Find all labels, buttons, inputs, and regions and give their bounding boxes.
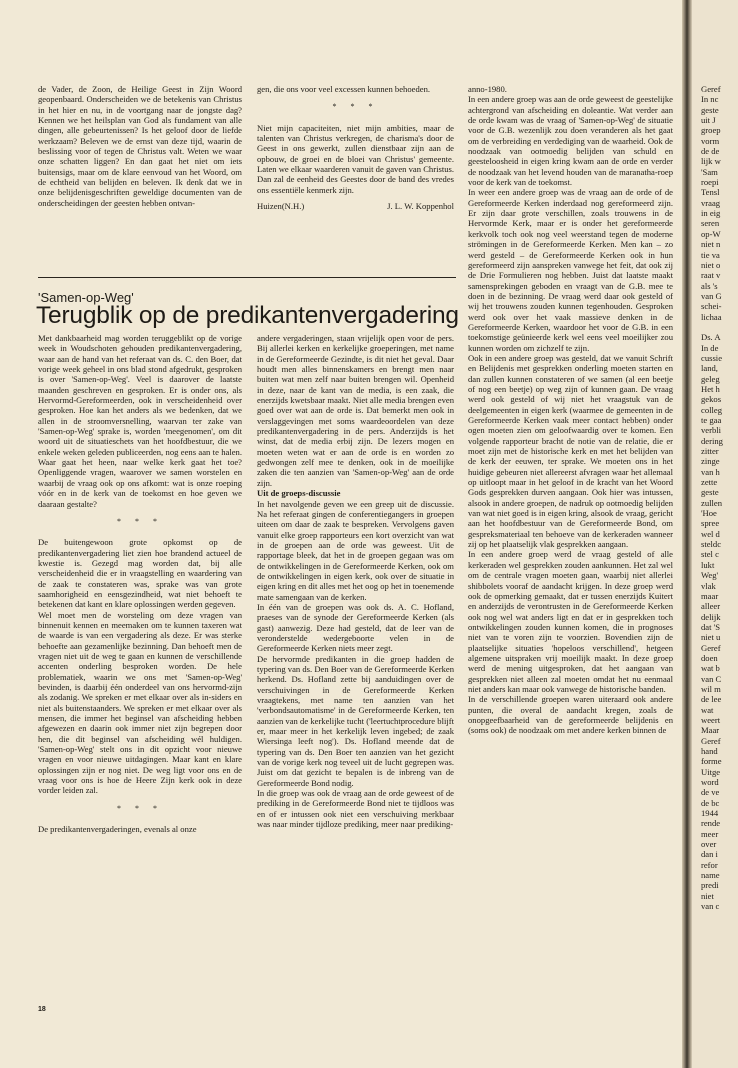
facing-page-line: steldc bbox=[701, 539, 722, 550]
facing-page-line: Maar bbox=[701, 725, 720, 736]
facing-page-line: de bc bbox=[701, 797, 720, 808]
facing-page-line: maar bbox=[701, 590, 719, 601]
facing-page-line: 'Hoe bbox=[701, 508, 717, 519]
paragraph: In een andere groep werd de vraag gesteld of alle kerkeraden wel gesprekken zouden aankunnen. Het zal wel om de centrale vragen moeten gaan, waarbij niet allerlei shibbolets vooraf de aandacht krijgen. In deze groep werd ook de opmerking gemaakt, dat er tussen enerzijds Kuitert en anderzijds de verontrusten in de Gereformeerde Kerken ook nog wel wat anders ligt en dat er in gesprekken toch ontwikkelingen zouden kunnen komen, die in prognoses niet van te voren zijn te voorzien. Bovendien zijn de plaatselijke situaties 'hopeloos verschillend', hetgeen algemene uitspraken vrij moeilijk maakt. In deze groep werd de mening uitgesproken, dat het aangaan van gesprekken niet alleen zal moeten omdat het nu eenmaal niet anders kan maar ook vanwege de historische banden. bbox=[468, 549, 673, 694]
facing-page-line: In nc bbox=[701, 94, 719, 105]
facing-page-line: delijk bbox=[701, 611, 721, 622]
facing-page-line: 1944 bbox=[701, 808, 719, 819]
facing-page-line: vlak bbox=[701, 580, 716, 591]
facing-page-line: zitter bbox=[701, 446, 719, 457]
paragraph: In het navolgende geven we een greep uit de discussie. Na het referaat gingen de conferentiegangers in groepen uiteen om daar de zaak te bespreken. Vervolgens gaven vanuit elke groep rapporteurs een kort overzicht van wat in de groepen aan de orde was geweest. Uit de rapportage bleek, dat het in de groepen gegaan was om de ontwikkelingen in de Gereformeerde Kerken, ook om de ontwikkelingen in eigen kerk, ook over de situatie in eigen kring en dit alles met het oog op het in toenemende mate samengaan van de kerken. bbox=[257, 498, 454, 602]
facing-page-line: op-W bbox=[701, 228, 721, 239]
facing-page-line: hand bbox=[701, 746, 718, 756]
facing-page-line: cussie bbox=[701, 352, 723, 363]
facing-page-line: tie va bbox=[701, 249, 720, 260]
paragraph: anno-1980. bbox=[468, 84, 507, 94]
facing-page-line: seren bbox=[701, 218, 720, 229]
facing-page-line bbox=[701, 322, 723, 332]
facing-page-line: forme bbox=[701, 756, 722, 767]
facing-page-line: dering bbox=[701, 435, 723, 446]
section-rule bbox=[38, 277, 456, 278]
column-1-top bbox=[38, 84, 242, 208]
facing-page-text bbox=[701, 84, 723, 912]
facing-page-edge bbox=[692, 0, 738, 1068]
facing-page-line: gekos bbox=[701, 394, 722, 405]
section-divider: * * * bbox=[117, 803, 163, 813]
paragraph: Ook in een andere groep was gesteld, dat we vanuit Schrift en Belijdenis met gesprekken onderling moeten starten en dan zullen kunnen constateren of we samen (al een beetje of nog een beetje) op weg zijn of kunnen gaan. De vraag werd ook gesteld of wij niet het vraagstuk van de deelgemeenten in eigen kerk (waarmee de gemeenten in de Gereformeerde Kerken vaak meer contact hebben) onder ogen moeten zien om geloofwaardig over te komen. Een volgende rapporteur bracht de notie van de relatie, die er moet zijn met de historische kerk en met het belijden van de kerk der eeuwen, ter sprake. We moeten ons in het huidige gebeuren niet allereerst afvragen waar het allemaal op uitloopt maar in het geloof in de kracht van het Woord Gods gesprekken durven aangaan. Ook hier was intussen, alsook in andere groepen, de nadruk op ootmoedig belijden van wat niet goed is in eigen kring, alsook de vraag, gericht aan het hoofdbestuur van de Gereformeerde Bond, om gespreksmateriaal ten behoeve van de kerkeraden wanneer zij op het plaatselijk vlak gesprekken aangaan. bbox=[468, 352, 673, 550]
subheading: Uit de groeps-discussie bbox=[257, 488, 341, 499]
facing-page-line: van G bbox=[701, 290, 722, 301]
paragraph: Wel moet men de worsteling om deze vragen van binnenuit kennen en meemaken om te kunnen taxeren wat de waarde is van een vergadering als deze. Er was sterke behoefte aan gezamenlijke bezinning. Dan behoeft men de vragen niet uit de weg te gaan en kunnen de verschillende accenten onderling besproken worden. De hele problematiek, waarin we ons met 'Samen-op-Weg' bevinden, is daarbij één onderdeel van ons hervormd-zijn als zodanig. We spreken er met elkaar over als in-siders en niet als buitenstaanders. We spreken er met elkaar over als mensen, die immer het beginsel van afscheiding hebben afgewezen en daarin ook immer niet zijn begrepen door hen, die dit beginsel van afscheiding wél huldigen. 'Samen-op-Weg' stelt ons in dit opzicht voor nieuwe vragen en voor nieuwe uitdagingen. Maar kant en klare oplossingen zijn er nog niet. De weg ligt voor ons en de vraag voor ons is hoe de Heere Zijn kerk ook in deze vorder leiden zal. bbox=[38, 609, 242, 796]
facing-page-line: groep bbox=[701, 125, 721, 136]
facing-page-line: raat v bbox=[701, 270, 721, 281]
facing-page-line: te gaa bbox=[701, 415, 722, 425]
facing-page-line: meer bbox=[701, 828, 719, 839]
paragraph: De predikantenvergaderingen, evenals al onze bbox=[38, 824, 197, 835]
facing-page-line: verbli bbox=[701, 425, 722, 436]
facing-page-line: name bbox=[701, 870, 720, 881]
facing-page-line: alleer bbox=[701, 601, 721, 612]
section-divider: * * * bbox=[332, 102, 379, 112]
facing-page-line: Geref bbox=[701, 642, 721, 653]
book-gutter bbox=[682, 0, 692, 1068]
facing-page-line: spree bbox=[701, 518, 720, 529]
facing-page-line: predi bbox=[701, 880, 719, 891]
facing-page-line: dat 'S bbox=[701, 621, 720, 632]
facing-page-line: in eig bbox=[701, 208, 721, 219]
facing-page-line: wil m bbox=[701, 683, 721, 694]
facing-page-line: lukt bbox=[701, 559, 715, 570]
facing-page-line: wel d bbox=[701, 528, 720, 539]
article-kicker: 'Samen-op-Weg' bbox=[38, 290, 134, 305]
facing-page-line: niet u bbox=[701, 632, 721, 643]
facing-page-line: vorm bbox=[701, 135, 720, 146]
paragraph: de Vader, de Zoon, de Heilige Geest in Zijn Woord geopenbaard. Onderscheiden we de betekenis van Christus in het hier en nu, in de voortgang naar de jongste dag? Kennen we het heilsplan van God als fundament van alle dingen, alle gebeurtenissen? Is het geloof door de liefde werkzaam? Beleven we de ernst van deze tijd, waarin de beslissing voor of tegen de Christus valt. Weten we waar onze schatten liggen? En dan gaat het niet om iets buitensigs, maar om de klare eenvoud van het Woord, om de echtheid van belijden en beleven. Ik denk dat we in onze belijdenisgeschriften geweldige documenten van de onderscheidingen der geesten hebben ontvan- bbox=[38, 84, 242, 208]
facing-page-line: In de bbox=[701, 342, 719, 353]
signature-place: Huizen(N.H.) bbox=[257, 201, 305, 212]
paragraph: In één van de groepen was ook ds. A. C. Hofland, praeses van de synode der Gereformeerde Kerken (als gast) aanwezig. Deze had gesteld, dat de leer van de veronderstelde wedergeboorte velen in de Gereformeerde Kerken niets meer zegt. bbox=[257, 601, 454, 654]
column-3 bbox=[468, 84, 673, 736]
paragraph: De buitengewoon grote opkomst op de predikantenvergadering liet zien hoe brandend actueel de kwestie is. Gezegd mag worden dat, bij alle verscheidenheid die er in vraagstelling en waardering van de zaak te constateren was, sprake was van grote saamhorigheid en eensgezindheid, wat niet behoeft te betekenen dat kant en klare oplossingen werden gegeven. bbox=[38, 537, 242, 610]
facing-page-line: wat bbox=[701, 704, 714, 715]
paragraph: andere vergaderingen, staan vrijelijk open voor de pers. Bij allerlei kerken en kerkelijke groeperingen, met name in de Gereformeerde Gezindte, is dit niet het geval. Daar houdt men alles binnenskamers en brengt men naar buiten wat men zelf naar buiten brengen wil. Openheid in deze, naar de kant van de media, is een zaak, die enerzijds kwetsbaar maakt. Niet alle media brengen even goed over wat aan de orde is. Dat bemerkt men ook in verslaggevingen met soms waardeoordelen van deze predikantenvergadering in de pers. Anderzijds is het winst, dat de media erbij zijn. De lezers mogen en moeten weten wat er aan de orde is en worden zo gedwongen zelf mee te denken, ook in de moeilijke zaken die ten aanzien van 'Samen-op-Weg' aan de orde zijn. bbox=[257, 333, 454, 488]
facing-page-line: niet bbox=[701, 890, 714, 901]
facing-page-line: als 's bbox=[701, 280, 718, 291]
column-2-article bbox=[257, 333, 454, 830]
paragraph: gen, die ons voor veel excessen kunnen behoeden. bbox=[257, 84, 431, 94]
facing-page-line: rende bbox=[701, 818, 721, 829]
facing-page-line: lijk w bbox=[701, 156, 721, 167]
facing-page-line: wat b bbox=[701, 663, 720, 674]
facing-page-line: de ve bbox=[701, 787, 720, 798]
paragraph: Met dankbaarheid mag worden teruggeblikt op de vorige week in Woudschoten gehouden predikantenvergadering, waar aan de hand van het referaat van ds. C. den Boer, dat vorige week geheel in ons blad stond afgedrukt, gesproken is over 'Samen-op-Weg'. Veel is daarover de laatste maanden geschreven en gesproken. Er is onder ons, als Hervormd-Gereformeerden, ook in verscheidenheid over gesproken. Hoe kan het anders als we bedenken, dat we allen in de stroomversnelling, waarvan ter zake van 'Samen-op-Weg' sprake is, worden 'meegenomen', om dit woord uit de situatieschets van het hoofdbestuur, die we enkele weken geleden publiceerden, nog eens aan te halen. Waar gaat het heen, naar welke kerk gaat het toe? Openliggende vragen, waarover we samen worstelen en waarbij de vraag ook op ons afkomt: wat is onze roeping vóór en in de kerk van de toekomst en hoe geven we daaraan gestalte? bbox=[38, 333, 242, 509]
signature-author: J. L. W. Koppenhol bbox=[387, 201, 454, 212]
facing-page-line: colleg bbox=[701, 404, 722, 415]
facing-page-line: dan i bbox=[701, 849, 718, 860]
facing-page-line: geste bbox=[701, 104, 719, 115]
paragraph: Niet mijn capaciteiten, niet mijn ambities, maar de talenten van Christus verkregen, de charisma's door de Geest in ons gewerkt, zullen dienstbaar zijn aan de opbouw, de groei en de bloei van Christus' gemeente. Laten we elkaar waarderen vanuit de gaven van Christus. Dan zal de eenheid des Geestes door de band des vredes ons essentiële kenmerk zijn. bbox=[257, 122, 454, 195]
column-2-top bbox=[257, 84, 454, 211]
facing-page-line: Ds. A bbox=[701, 332, 721, 343]
section-divider: * * * bbox=[117, 516, 163, 526]
facing-page-line: niet o bbox=[701, 259, 721, 270]
facing-page-line: de lee bbox=[701, 694, 722, 705]
facing-page-line: roepi bbox=[701, 177, 719, 188]
facing-page-line: land, bbox=[701, 363, 718, 374]
paragraph: In een andere groep was aan de orde geweest de geestelijke achtergrond van afscheiding en doleantie. Wat verder aan de orde kwam was de vraag of 'Samen-op-Weg' de situatie voor de G.B. wezenlijk zou doen veranderen als het gaat om de verbreiding en verdediging van de waarheid. Ook de noodzaak van ootmoedig belijden van schuld en geesteloosheid in eigen kring kwam aan de orde en verder de noodzaak van het levend houden van de maranatha-roep voor de kerk van de toekomst. bbox=[468, 94, 673, 188]
facing-page-line: over bbox=[701, 839, 717, 850]
facing-page-line: Het h bbox=[701, 383, 720, 394]
facing-page-line: van h bbox=[701, 466, 720, 477]
signature bbox=[257, 201, 454, 211]
paragraph: In de verschillende groepen waren uiteraard ook andere punten, die overal de aandacht kregen, zoals de onopgeefbaarheid van de gereformeerde belijdenis en (soms ook) de noodzaak om met andere kerken binnen de bbox=[468, 694, 673, 736]
facing-page-line: zinge bbox=[701, 456, 720, 467]
facing-page-line: Geref bbox=[701, 735, 721, 746]
facing-page-line: weert bbox=[701, 714, 721, 725]
facing-page-line: zullen bbox=[701, 497, 722, 508]
facing-page-line: niet n bbox=[701, 239, 721, 250]
facing-page-line: van c bbox=[701, 901, 720, 912]
facing-page-line: Tensl bbox=[701, 187, 720, 198]
paragraph: In die groep was ook de vraag aan de orde geweest of de prediking in de Gereformeerde Bond niet te tijdloos was en of er intussen ook niet een verschuiving merkbaar was naar minder tijdloze prediking, meer naar prediking- bbox=[257, 788, 454, 830]
paragraph: In weer een andere groep was de vraag aan de orde of de Gereformeerde Kerken inderdaad nog gereformeerd zijn. Er zijn daar grote verschillen, zoals trouwens in de Hervormde Kerk, maar er is onder het gereformeerde kerkvolk toch ook nog veel weerstand tegen de moderne strömingen in de Gereformeerde Kerken. Men kan – zo werd gesteld – de Gereformeerde Kerken ook in hun gereformeerd zijn aanspreken vanwege het feit, dat ook zij de Drie Formulieren nog hebben. Juist dat laatste maakt samensprekingen geboden en vraagt van de G.B. mee te doen in de bezinning. De vraag werd daar ook gesteld of wij het trouwens zouden kunnen tegenhouden. Gesproken werd ook over het vaak massieve denken in de Gereformeerde Kerken, waardoor het voor de G.B. in een toekomstige geünieerde kerk wel eens veel moeilijker zou kunnen worden om zichzelf te zijn. bbox=[468, 187, 673, 353]
facing-page-line: 'Sam bbox=[701, 166, 718, 177]
facing-page-line: doen bbox=[701, 652, 718, 663]
facing-page-line: Uitge bbox=[701, 766, 721, 777]
paragraph: De hervormde predikanten in die groep hadden de typering van ds. Den Boer van de Gereformeerde Kerken herkend. Ds. Hofland zette bij aanduidingen over de verschuivingen in de Gereformeerde Kerken vraagtekens, met name ten aanzien van het 'verbondsautomatisme' in de Gereformeerde Kerken, ten aanzien van de kerkelijke tucht ('leertuchtprocedure blijft er, maar meer in het kerkelijk leven ingebed; de zaak Wiersinga leeft nog'). Ds. Hofland meende dat de typering van ds. Den Boer ten aanzien van het gezicht van de vorige kerk nog teveel uit de lucht gegrepen was. Juist om dat gezicht te bepalen is de inbreng van de Gereformeerde Bond nodig. bbox=[257, 653, 454, 788]
facing-page-line: van C bbox=[701, 673, 722, 684]
facing-page-line: zette bbox=[701, 477, 718, 488]
facing-page-line: lichaa bbox=[701, 311, 722, 322]
facing-page-line: vraag bbox=[701, 197, 721, 208]
facing-page-line: refor bbox=[701, 859, 718, 870]
facing-page-line: Geref bbox=[701, 84, 721, 94]
facing-page-line: Weg' bbox=[701, 570, 719, 581]
facing-page-line: geleg bbox=[701, 373, 720, 384]
facing-page-line: de de bbox=[701, 146, 720, 157]
page-number: 18 bbox=[38, 1006, 46, 1013]
column-1-article bbox=[38, 333, 242, 834]
facing-page-line: uit J bbox=[701, 115, 716, 126]
facing-page-line: stel c bbox=[701, 549, 719, 560]
facing-page-line: word bbox=[701, 777, 719, 788]
article-headline: Terugblik op de predikantenvergadering bbox=[36, 302, 459, 329]
facing-page-line: geste bbox=[701, 487, 719, 498]
facing-page-line: schei- bbox=[701, 301, 722, 312]
